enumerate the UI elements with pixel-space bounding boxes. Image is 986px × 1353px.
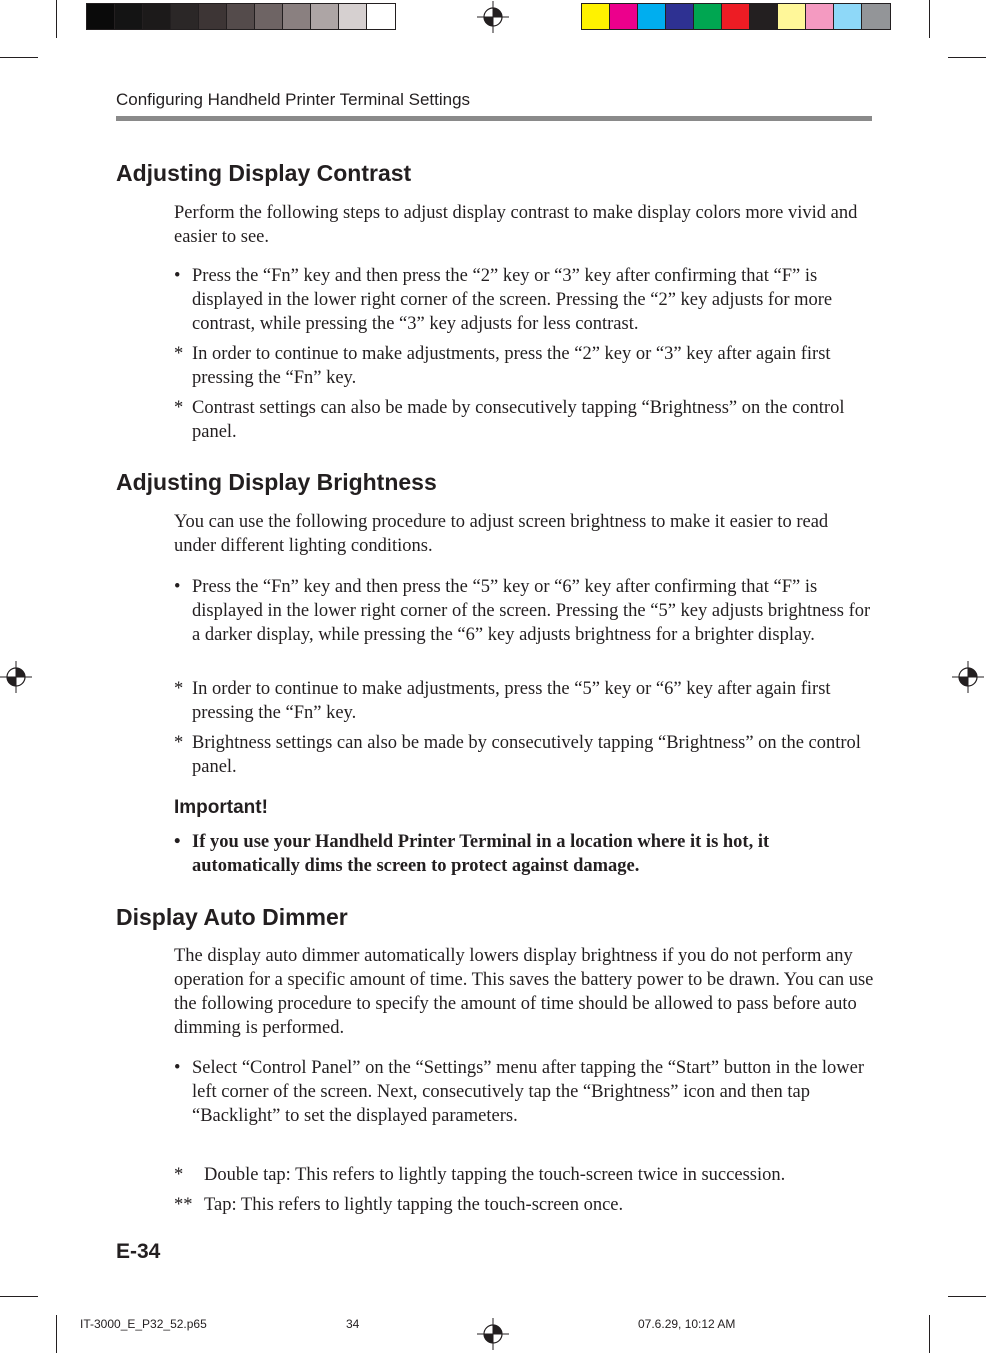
process-swatch xyxy=(666,4,694,29)
section-heading-dimmer: Display Auto Dimmer xyxy=(116,904,348,930)
note-marker: * xyxy=(174,733,184,753)
footnote-text: Tap: This refers to lightly tapping the touch-screen once. xyxy=(204,1195,624,1215)
registration-mark-icon xyxy=(0,661,32,693)
gray-swatch xyxy=(339,4,367,29)
process-swatch xyxy=(834,4,862,29)
list-item-text: Select “Control Panel” on the “Settings” menu after tapping the “Start” button in the lower left corner of the screen. Next, consecutively tap the “Brightness” icon and then tap “Backlight” to set the displayed parameters. xyxy=(192,1058,864,1126)
running-header: Configuring Handheld Printer Terminal Settings xyxy=(116,90,471,109)
header-rule xyxy=(116,116,872,121)
list-item xyxy=(174,264,874,336)
registration-mark-icon xyxy=(952,661,984,693)
crop-mark xyxy=(0,57,38,58)
crop-mark xyxy=(948,1296,986,1297)
process-swatch xyxy=(582,4,610,29)
list-item-text: Brightness settings can also be made by consecutively tapping “Brightness” on the control panel. xyxy=(192,733,861,777)
process-swatch xyxy=(778,4,806,29)
list-item-text: In order to continue to make adjustments, press the “5” key or “6” key after again first pressing the “Fn” key. xyxy=(192,679,831,723)
note-marker: * xyxy=(174,344,184,364)
registration-mark-icon xyxy=(477,1318,509,1350)
process-swatch xyxy=(610,4,638,29)
list-item-text: Contrast settings can also be made by consecutively tapping “Brightness” on the control panel. xyxy=(192,398,845,442)
gray-swatch xyxy=(171,4,199,29)
registration-mark-icon xyxy=(477,1,509,33)
crop-mark xyxy=(0,1296,38,1297)
grayscale-color-bar xyxy=(86,3,396,30)
process-swatch xyxy=(638,4,666,29)
list-item-text: Press the “Fn” key and then press the “5” key or “6” key after confirming that “F” is displayed in the lower right corner of the screen. Pressing the “5” key adjusts brightness for a darker display, while pressing the “6” key adjusts brightness for a brighter display. xyxy=(192,577,871,645)
gray-swatch xyxy=(115,4,143,29)
bullet-marker: • xyxy=(174,1058,181,1078)
footnote xyxy=(174,1193,874,1217)
slug-page: 34 xyxy=(346,1317,360,1331)
important-item-text: If you use your Handheld Printer Terminal in a location where it is hot, it automatically dims the screen to protect against damage. xyxy=(192,832,770,876)
crop-mark xyxy=(56,0,57,38)
gray-swatch xyxy=(283,4,311,29)
paragraph-dimmer-intro: The display auto dimmer automatically lowers display brightness if you do not perform any operation for a specific amount of time. This saves the battery power to be drawn. You can use the following procedure to specify the amount of time should be allowed to pass before auto dimming is performed. xyxy=(174,946,874,1038)
list-item xyxy=(174,342,874,390)
list-item-text: In order to continue to make adjustments, press the “2” key or “3” key after again first pressing the “Fn” key. xyxy=(192,344,831,388)
bullet-marker: • xyxy=(174,266,181,286)
note-marker: * xyxy=(174,398,184,418)
paragraph-contrast-intro: Perform the following steps to adjust display contrast to make display colors more vivid and easier to see. xyxy=(174,203,858,247)
paragraph-brightness-intro: You can use the following procedure to adjust screen brightness to make it easier to read under different lighting conditions. xyxy=(174,512,829,556)
gray-swatch xyxy=(311,4,339,29)
footnote xyxy=(174,1163,874,1187)
bullet-marker: • xyxy=(174,832,181,852)
list-item xyxy=(174,677,874,725)
gray-swatch xyxy=(143,4,171,29)
process-swatch xyxy=(750,4,778,29)
list-item-text: Press the “Fn” key and then press the “2” key or “3” key after confirming that “F” is displayed in the lower right corner of the screen. Pressing the “2” key adjusts for more contrast, while pressing the “3” key adjusts for less contrast. xyxy=(192,266,833,334)
footnote-marker: * xyxy=(174,1165,184,1185)
crop-mark xyxy=(929,1315,930,1353)
note-marker: * xyxy=(174,679,184,699)
process-swatch xyxy=(806,4,834,29)
footnote-marker: ** xyxy=(174,1195,193,1215)
process-swatch xyxy=(694,4,722,29)
gray-swatch xyxy=(367,4,395,29)
page-number: E-34 xyxy=(116,1240,161,1263)
gray-swatch xyxy=(227,4,255,29)
section-heading-contrast: Adjusting Display Contrast xyxy=(116,160,412,186)
gray-swatch xyxy=(199,4,227,29)
crop-mark xyxy=(929,0,930,38)
gray-swatch xyxy=(87,4,115,29)
crop-mark xyxy=(56,1315,57,1353)
slug-filename: IT-3000_E_P32_52.p65 xyxy=(80,1317,207,1331)
footnote-text: Double tap: This refers to lightly tapping the touch-screen twice in succession. xyxy=(204,1165,786,1185)
process-color-bar xyxy=(581,3,891,30)
important-item xyxy=(174,830,874,878)
list-item xyxy=(174,396,874,444)
bullet-marker: • xyxy=(174,577,181,597)
process-swatch xyxy=(862,4,890,29)
list-item xyxy=(174,1056,874,1128)
section-heading-brightness: Adjusting Display Brightness xyxy=(116,469,437,495)
crop-mark xyxy=(948,57,986,58)
important-heading: Important! xyxy=(174,797,268,818)
list-item xyxy=(174,575,874,647)
process-swatch xyxy=(722,4,750,29)
gray-swatch xyxy=(255,4,283,29)
list-item xyxy=(174,731,874,779)
slug-date: 07.6.29, 10:12 AM xyxy=(638,1317,736,1331)
